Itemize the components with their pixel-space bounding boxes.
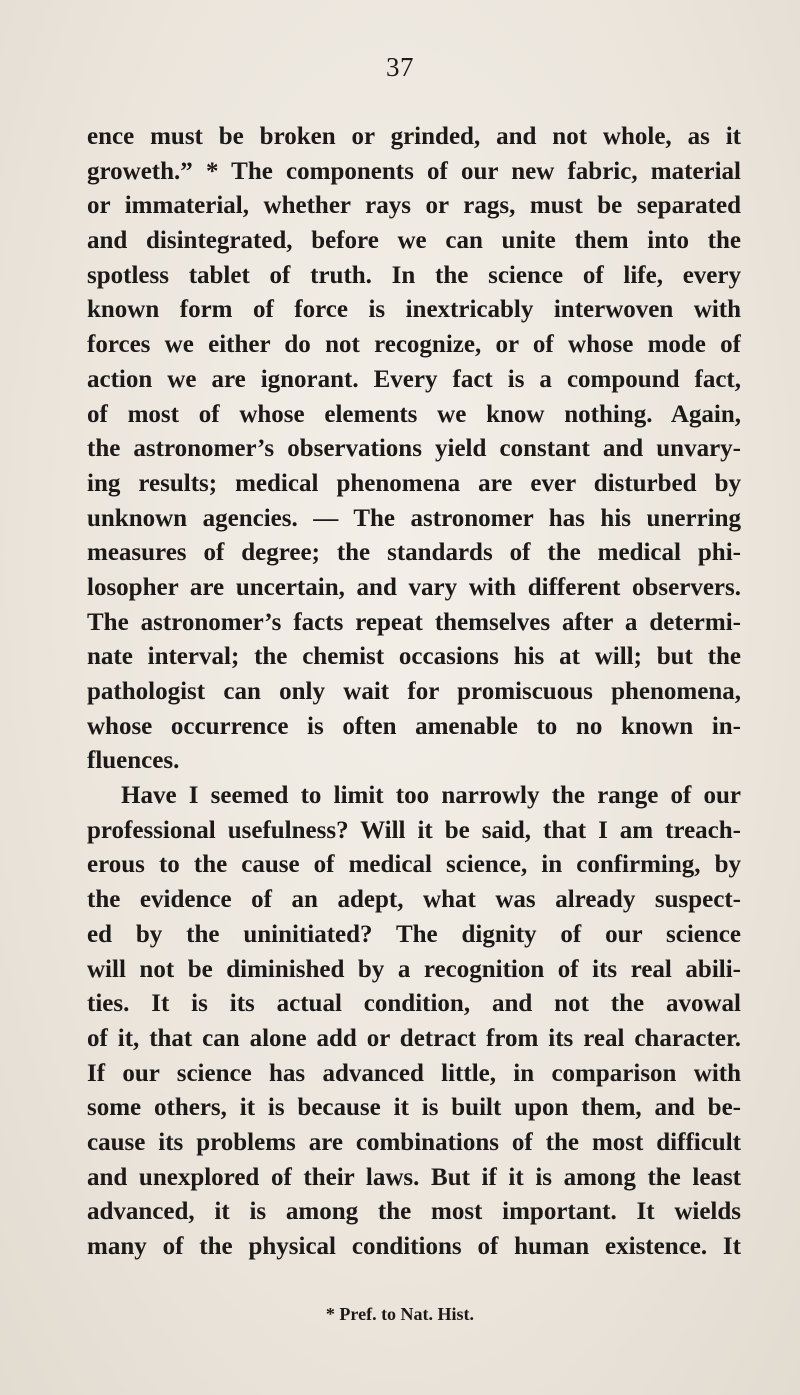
text-line: spotless tablet of truth. In the science of life, every: [87, 261, 741, 289]
text-line: action we are ignorant. Every fact is a compound fact,: [87, 365, 741, 393]
text-line: whose occurrence is often amenable to no known in-: [87, 712, 741, 740]
text-line: losopher are uncertain, and vary with different observers.: [87, 573, 741, 601]
text-line: erous to the cause of medical science, in confirming, by: [87, 851, 741, 879]
text-line: unknown agencies. — The astronomer has his unerring: [87, 504, 741, 532]
text-line: forces we either do not recognize, or of whose mode of: [87, 331, 741, 359]
page-number: 37: [386, 52, 414, 82]
text-line: the astronomer’s observations yield constant and unvary-: [87, 435, 741, 463]
text-line: or immaterial, whether rays or rags, must be separated: [87, 192, 741, 220]
text-line: known form of force is inextricably interwoven with: [87, 296, 741, 324]
footnote: * Pref. to Nat. Hist.: [325, 1304, 475, 1324]
text-line: If our science has advanced little, in comparison with: [87, 1059, 741, 1087]
text-line: and unexplored of their laws. But if it is among the least: [87, 1163, 741, 1191]
body-text: [87, 120, 741, 1265]
text-line: measures of degree; the standards of the medical phi-: [87, 539, 741, 567]
text-line: many of the physical conditions of human existence. It: [87, 1233, 741, 1260]
text-line: of most of whose elements we know nothing. Again,: [87, 400, 741, 428]
text-line: professional usefulness? Will it be said, that I am treach-: [87, 816, 741, 844]
text-line: advanced, it is among the most important. It wields: [87, 1198, 741, 1226]
text-line: of it, that can alone add or detract from its real character.: [87, 1024, 741, 1052]
text-line: nate interval; the chemist occasions his at will; but the: [87, 643, 741, 671]
text-line: pathologist can only wait for promiscuous phenomena,: [87, 678, 741, 705]
text-line: cause its problems are combinations of the most difficult: [87, 1128, 741, 1156]
text-line: groweth.” * The components of our new fabric, material: [87, 157, 741, 185]
text-line: some others, it is because it is built upon them, and be-: [87, 1094, 741, 1122]
text-line: ed by the uninitiated? The dignity of our science: [87, 920, 741, 948]
text-line: will not be diminished by a recognition of its real abili-: [87, 955, 741, 983]
text-line: ties. It is its actual condition, and not the avowal: [87, 990, 741, 1018]
text-line: ence must be broken or grinded, and not whole, as it: [87, 123, 741, 150]
text-line-paragraph-end: fluences.: [87, 747, 180, 775]
text-line: The astronomer’s facts repeat themselves after a determi-: [87, 608, 741, 636]
text-line: the evidence of an adept, what was already suspect-: [87, 886, 741, 914]
text-line-paragraph-start: Have I seemed to limit too narrowly the range of our: [121, 782, 741, 810]
text-line: and disintegrated, before we can unite them into the: [87, 227, 741, 255]
text-line: ing results; medical phenomena are ever disturbed by: [87, 469, 741, 497]
